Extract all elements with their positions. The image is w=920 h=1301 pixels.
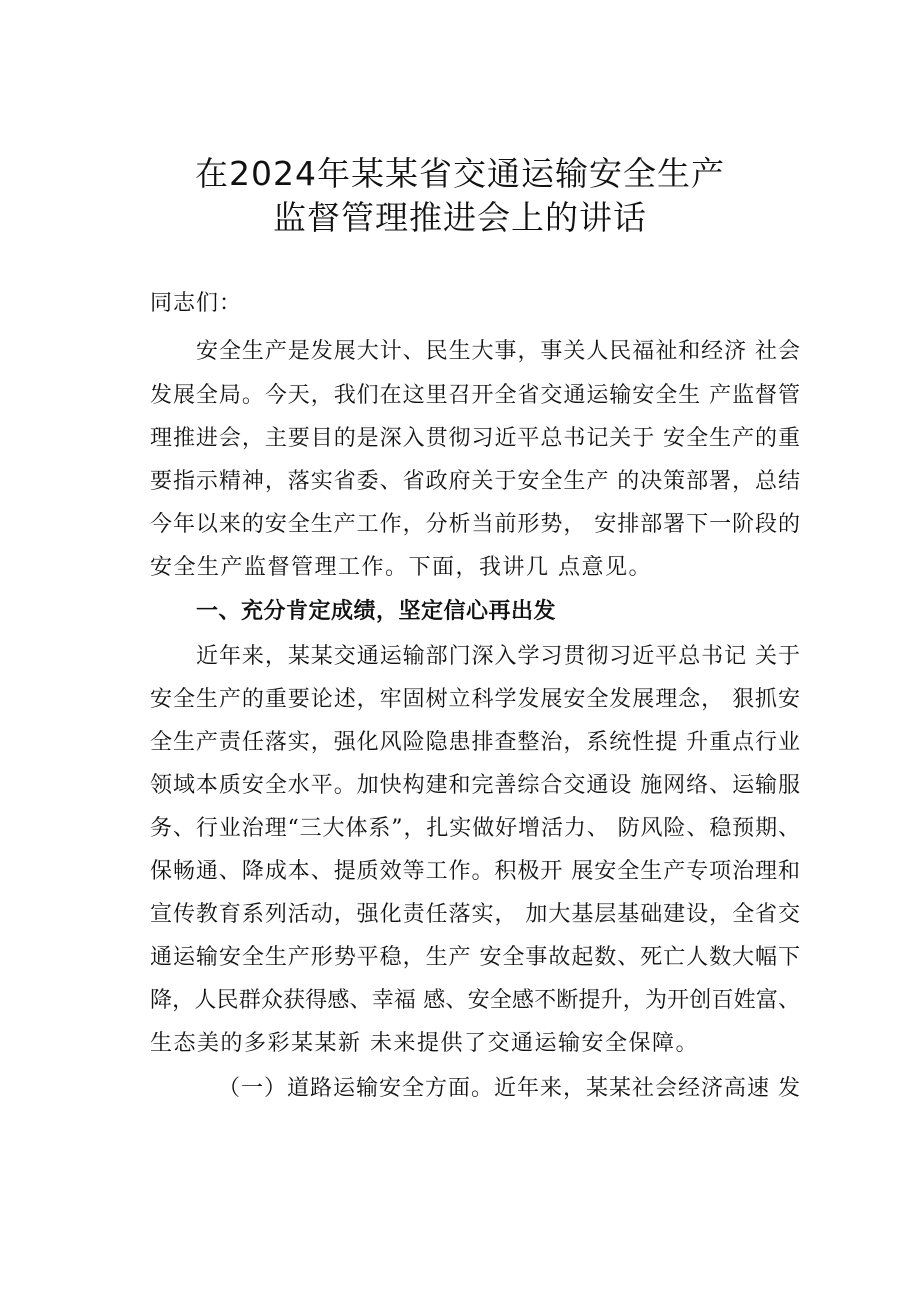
paragraph-line: 安全生产的重要论述，牢固树立科学发展安全发展理念， 狠抓安 (150, 687, 800, 712)
paragraph-line: 要指示精神，落实省委、省政府关于安全生产 的决策部署，总结 (150, 469, 800, 494)
paragraph-line: 今年以来的安全生产工作，分析当前形势， 安排部署下一阶段的 (150, 512, 800, 537)
subsection-heading-1: （一）道路运输安全方面。近年来，某某社会经济高速 发 (218, 1076, 800, 1101)
document-title-line-1: 在2024年某某省交通运输安全生产 (195, 154, 725, 193)
section-heading-1: 一、充分肯定成绩，坚定信心再出发 (196, 599, 557, 624)
paragraph-line: 发展全局。今天，我们在这里召开全省交通运输安全生 产监督管 (150, 383, 800, 408)
paragraph-line: 降，人民群众获得感、幸福 感、安全感不断提升，为开创百姓富、 (150, 988, 800, 1013)
paragraph-line: 保畅通、降成本、提质效等工作。积极开 展安全生产专项治理和 (150, 859, 800, 884)
greeting: 同志们： (150, 291, 243, 316)
paragraph-line: 生态美的多彩某某新 未来提供了交通运输安全保障。 (150, 1031, 699, 1056)
paragraph-line: 理推进会，主要目的是深入贯彻习近平总书记关于 安全生产的重 (150, 426, 800, 451)
paragraph-line: 领域本质安全水平。加快构建和完善综合交通设 施网络、运输服 (150, 773, 800, 798)
paragraph-line: 全生产责任落实，强化风险隐患排查整治，系统性提 升重点行业 (150, 730, 800, 755)
paragraph-line: 近年来，某某交通运输部门深入学习贯彻习近平总书记 关于 (196, 644, 800, 669)
paragraph-line: 安全生产是发展大计、民生大事，事关人民福祉和经济 社会 (196, 339, 800, 364)
paragraph-line: 宣传教育系列活动，强化责任落实， 加大基层基础建设，全省交 (150, 902, 800, 927)
paragraph-line: 务、行业治理“三大体系”，扎实做好增活力、 防风险、稳预期、 (150, 816, 800, 841)
paragraph-line: 通运输安全生产形势平稳，生产 安全事故起数、死亡人数大幅下 (150, 945, 800, 970)
paragraph-line: 安全生产监督管理工作。下面，我讲几 点意见。 (150, 555, 652, 580)
document-title-line-2: 监督管理推进会上的讲话 (273, 198, 647, 237)
